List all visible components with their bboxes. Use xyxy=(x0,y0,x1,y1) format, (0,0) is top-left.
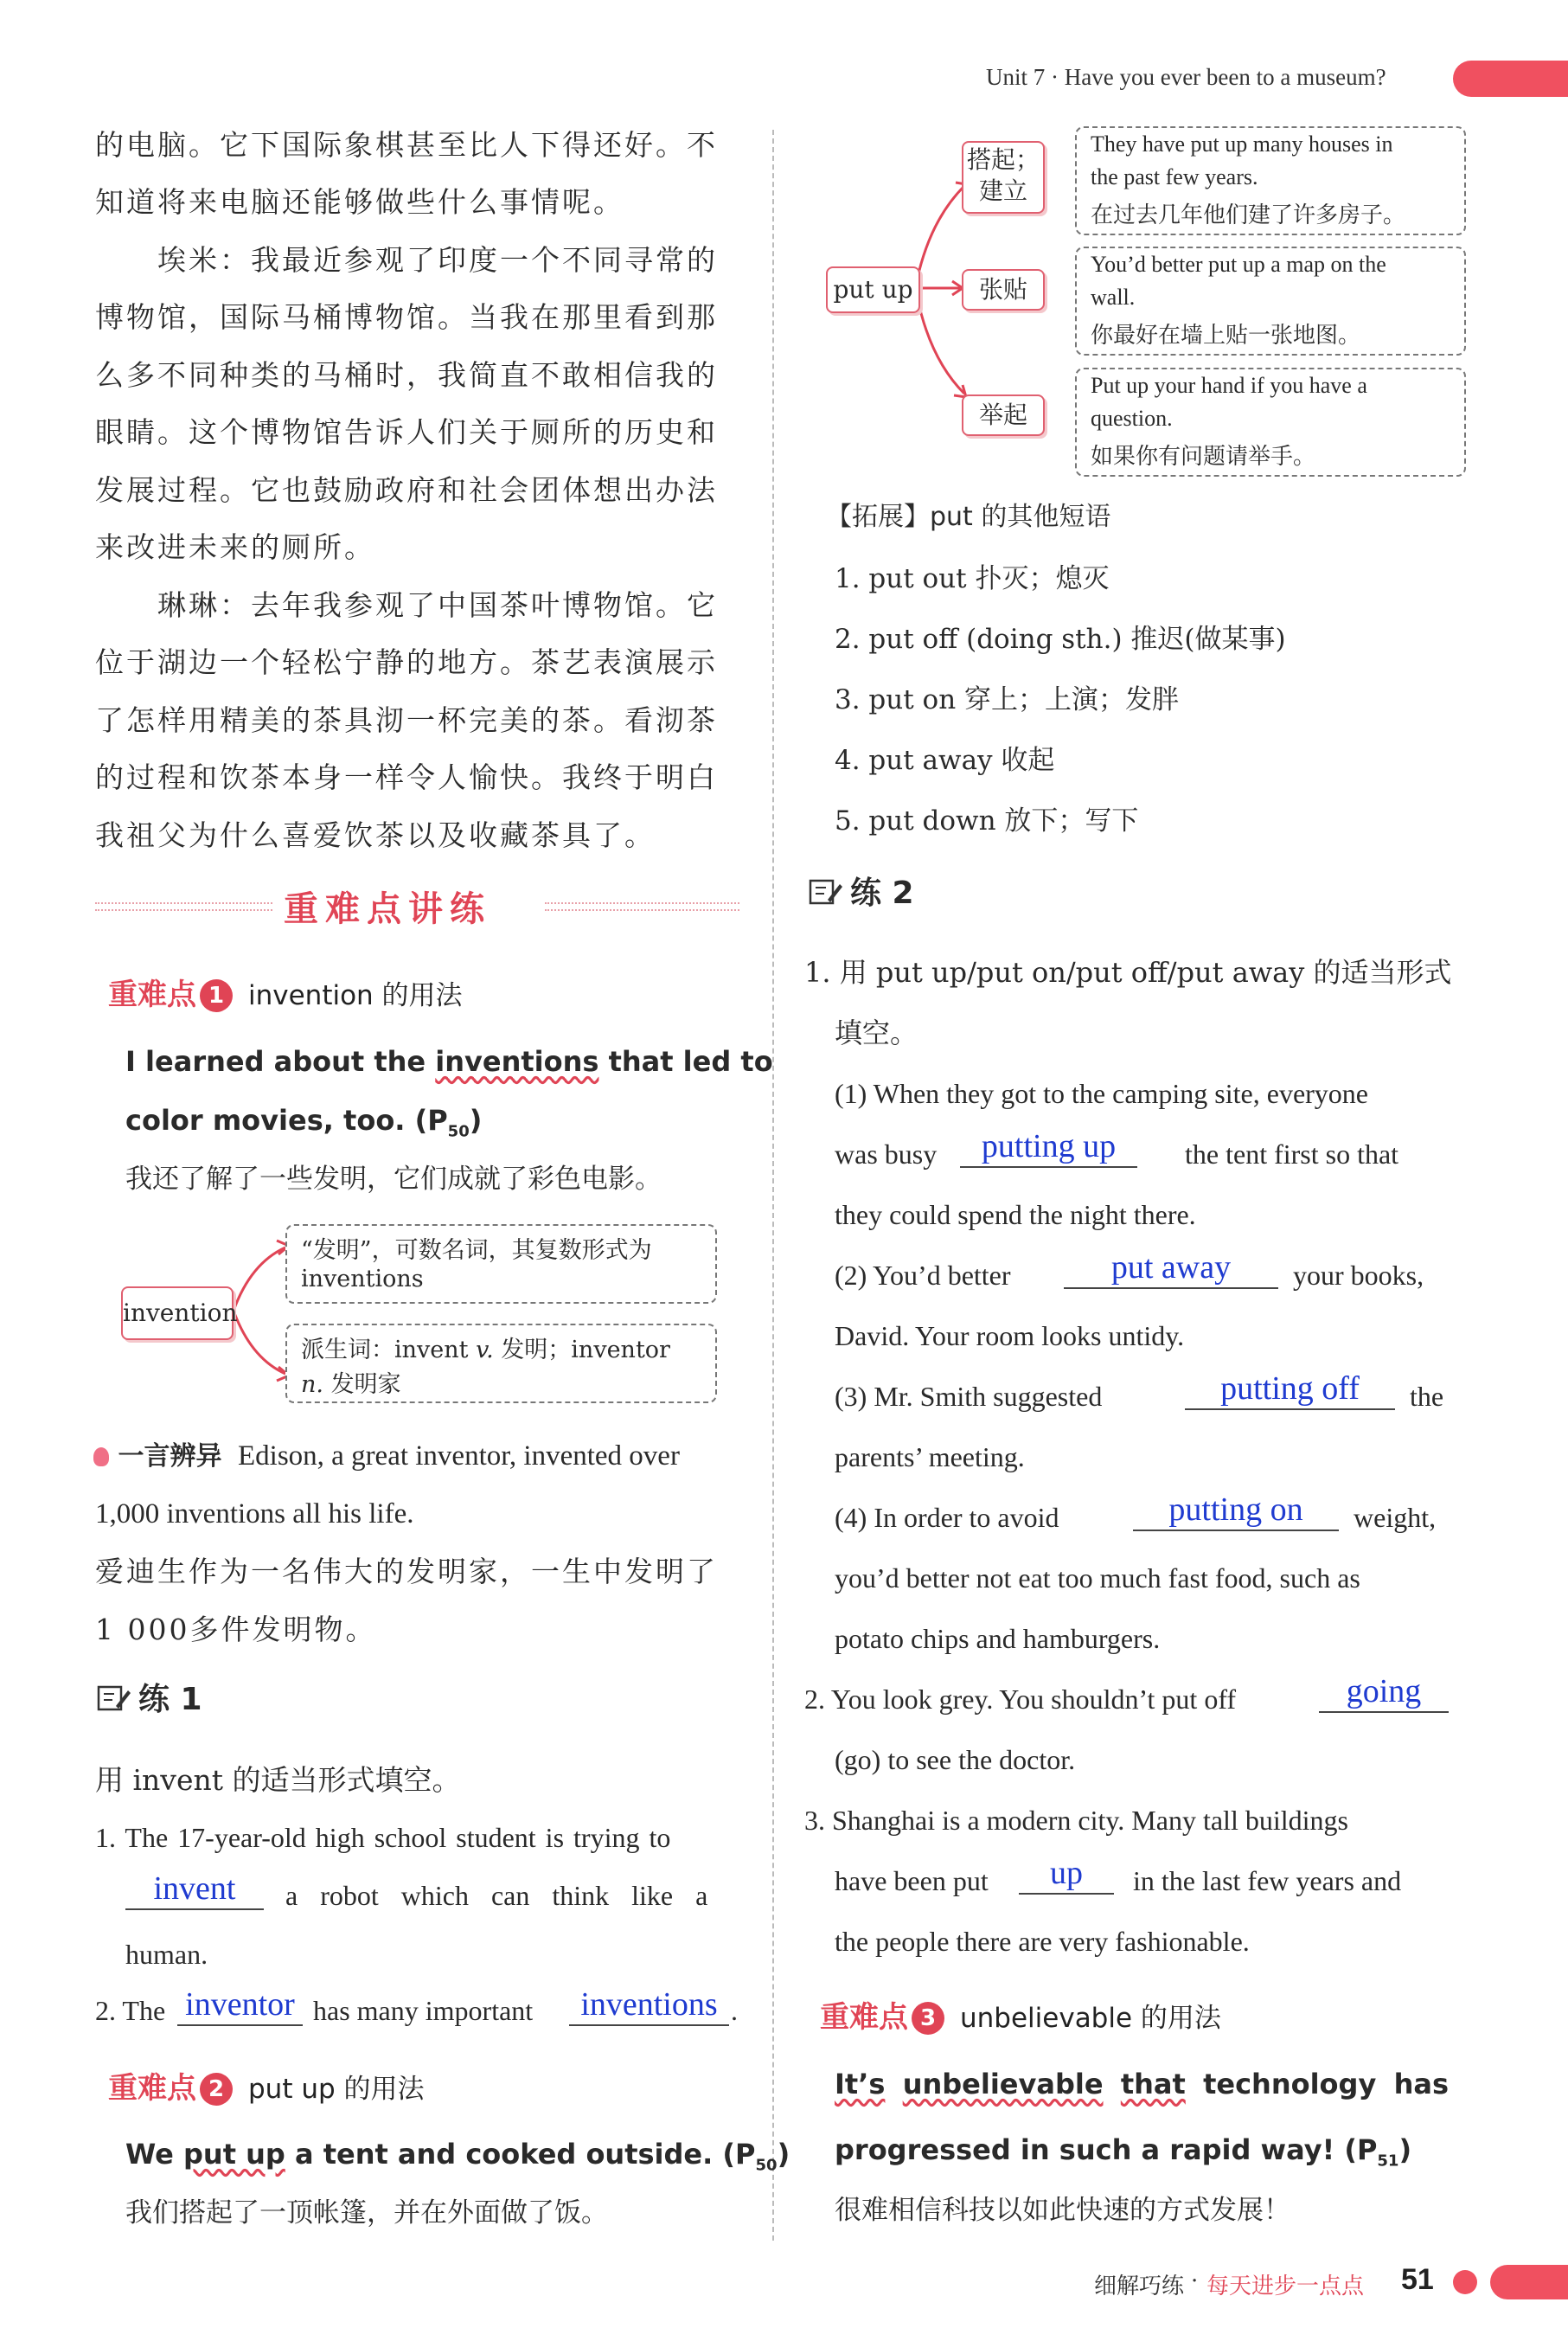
pencil-note-icon xyxy=(809,877,843,907)
key-point-1-title xyxy=(108,971,463,1013)
key-point-topic: put up 的用法 xyxy=(248,2074,425,2105)
example-build-cn: 在过去几年他们建了许多房子。 xyxy=(1091,202,1406,228)
ex2-s2-a2: your books, xyxy=(1293,1260,1424,1291)
ex2-q2-answer: going xyxy=(1319,1671,1449,1713)
example-box-post xyxy=(1075,247,1466,356)
example-build-en2: the past few years. xyxy=(1091,164,1258,189)
ex2-s3-answer: putting off xyxy=(1185,1369,1395,1410)
example-box-build xyxy=(1075,126,1466,235)
ex2-q1-line1: 1. 用 put up/put on/put off/put away 的适当形式 xyxy=(804,956,1452,989)
key-point-3-title xyxy=(820,1993,1221,2036)
diagram-box-meaning-line1: “发明”，可数名词，其复数形式为 xyxy=(301,1237,652,1264)
tip-label: 一言辨异 xyxy=(118,1441,222,1472)
meaning-build-line2: 建立 xyxy=(978,176,1027,205)
header-bar xyxy=(0,0,1568,104)
ex1-q2-answer1: inventor xyxy=(177,1985,303,2026)
unit-title: Unit 7 · Have you ever been to a museum? xyxy=(986,64,1386,90)
passage-line: 眼睛。这个博物馆告诉人们关于厕所的历史和 xyxy=(95,415,718,449)
ex2-s4-answer: putting on xyxy=(1133,1490,1339,1531)
tip-line2: 1,000 inventions all his life. xyxy=(95,1498,414,1530)
ex2-q2-a: 2. You look grey. You shouldn’t put off xyxy=(804,1683,1237,1715)
ex1-q1-answer: invent xyxy=(125,1869,264,1910)
pencil-note-icon xyxy=(97,1683,131,1713)
ex2-q3-line3: the people there are very fashionable. xyxy=(835,1926,1250,1957)
ex2-s2-a1: (2) You’d better xyxy=(835,1260,1011,1291)
ex2-q1-line2: 填空。 xyxy=(835,1016,918,1049)
passage-line: 埃米：我最近参观了印度一个不同寻常的 xyxy=(157,243,718,277)
expand-item: 3. put on 穿上；上演；发胖 xyxy=(835,684,1180,715)
kp1-example-line2: color movies, too. $(P_{50})$ xyxy=(125,1104,483,1141)
kp2-translation: 我们搭起了一顶帐篷，并在外面做了饭。 xyxy=(125,2197,608,2229)
ex1-q1-line3: human. xyxy=(125,1939,208,1970)
passage-line: 知道将来电脑还能够做些什么事情呢。 xyxy=(95,185,624,219)
ex2-s4-line3: potato chips and hamburgers. xyxy=(835,1623,1161,1654)
passage-line: 么多不同种类的马桶时，我简直不敢相信我的 xyxy=(95,358,718,392)
passage-line: 来改进未来的厕所。 xyxy=(95,530,375,564)
ex2-s1-b2: the tent first so that xyxy=(1185,1138,1399,1170)
section-banner xyxy=(95,878,739,930)
ex2-s1-answer: putting up xyxy=(960,1126,1137,1168)
banner-rule-left xyxy=(95,902,272,911)
ex1-q1-line2: a robot which can think like a xyxy=(285,1880,708,1911)
footer-brand: 细解巧练 xyxy=(1094,2273,1185,2299)
tip-cn1: 爱迪生作为一名伟大的发明家，一生中发明了 xyxy=(95,1555,718,1588)
diagram-box-derivatives-line1: 派生词：invent v. 发明；inventor xyxy=(301,1337,670,1363)
example-post-cn: 你最好在墙上贴一张地图。 xyxy=(1091,323,1361,349)
ex2-s4-a1: (4) In order to avoid xyxy=(835,1502,1059,1533)
tip-cn2: 1 000多件发明物。 xyxy=(95,1613,377,1646)
ex2-s1-line1: (1) When they got to the camping site, everyone xyxy=(835,1078,1368,1109)
key-point-label: 重难点 xyxy=(108,2071,196,2106)
expand-item: 4. put away 收起 xyxy=(835,745,1055,776)
tip-sentence-en: Edison, a great inventor, invented over xyxy=(238,1440,680,1472)
example-raise-en2: question. xyxy=(1091,406,1173,431)
key-point-label: 重难点 xyxy=(820,2000,908,2035)
ex2-q3-line1: 3. Shanghai is a modern city. Many tall buildings xyxy=(804,1805,1348,1836)
key-point-number: 3 xyxy=(912,2002,944,2035)
ex2-q3-answer: up xyxy=(1019,1853,1114,1895)
ex2-s1-b1: was busy xyxy=(835,1138,938,1170)
key-point-label: 重难点 xyxy=(108,978,196,1012)
meaning-build-line1: 搭起； xyxy=(966,145,1040,174)
expand-item: 1. put out 扑灭；熄灭 xyxy=(835,563,1110,594)
example-raise-cn: 如果你有问题请举手。 xyxy=(1091,444,1316,470)
footer-slogan: 每天进步一点点 xyxy=(1206,2273,1365,2299)
banner-rule-right xyxy=(545,902,739,911)
example-post-en1: You’d better put up a map on the xyxy=(1091,252,1386,277)
page-number: 51 xyxy=(1401,2263,1434,2296)
column-divider xyxy=(772,130,774,2241)
passage-line: 位于湖边一个轻松宁静的地方。茶艺表演展示 xyxy=(95,645,718,679)
kp1-example-line1: I learned about the inventions that led to xyxy=(125,1045,773,1078)
expand-item: 2. put off (doing sth.) 推迟(做某事) xyxy=(835,624,1286,655)
exercise-1-instruction: 用 invent 的适当形式填空。 xyxy=(95,1763,461,1797)
meaning-post: 张贴 xyxy=(962,269,1045,311)
key-point-topic: unbelievable 的用法 xyxy=(960,2003,1221,2034)
ex1-q1-line1: 1. The 17-year-old high school student is trying to xyxy=(95,1822,671,1853)
meaning-build xyxy=(962,141,1045,214)
passage-line: 发展过程。它也鼓励政府和社会团体想出办法 xyxy=(95,473,718,507)
example-post-en2: wall. xyxy=(1091,285,1136,310)
key-point-2-title xyxy=(108,2064,425,2107)
ex2-s2-answer: put away xyxy=(1064,1247,1278,1289)
ex2-q2-b: (go) to see the doctor. xyxy=(835,1744,1076,1775)
ex2-s1-line3: they could spend the night there. xyxy=(835,1199,1196,1230)
meaning-raise: 举起 xyxy=(962,394,1045,436)
exercise-1-title: 练 1 xyxy=(97,1683,202,1717)
passage-line: 我祖父为什么喜爱饮茶以及收藏茶具了。 xyxy=(95,818,656,852)
passage-line: 的电脑。它下国际象棋甚至比人下得还好。不 xyxy=(95,128,718,162)
kp2-example: We put up a tent and cooked outside. $(P_{50})$ xyxy=(125,2138,790,2175)
exercise-2-title: 练 2 xyxy=(809,876,914,911)
passage-line: 琳琳：去年我参观了中国茶叶博物馆。它 xyxy=(157,588,718,622)
banner-title: 重难点讲练 xyxy=(284,889,491,929)
ex1-q2-b: has many important xyxy=(313,1995,534,2026)
expand-item: 5. put down 放下；写下 xyxy=(835,805,1139,837)
tip-line1 xyxy=(93,1438,680,1474)
passage-line: 博物馆，国际马桶博物馆。当我在那里看到那 xyxy=(95,300,718,334)
ex2-q3-b1: have been put xyxy=(835,1865,989,1896)
diagram-root-invention: invention xyxy=(121,1286,234,1340)
footer xyxy=(1094,2258,1568,2310)
key-point-number: 1 xyxy=(200,979,233,1012)
footer-separator: · xyxy=(1191,2268,1199,2294)
header-accent-tab xyxy=(1453,61,1568,97)
passage-line: 了怎样用精美的茶具沏一杯完美的茶。看沏茶 xyxy=(95,703,718,737)
kp1-translation: 我还了解了一些发明，它们成就了彩色电影。 xyxy=(125,1164,662,1195)
passage-line: 的过程和饮茶本身一样令人愉快。我终于明白 xyxy=(95,760,718,794)
ex2-s3-a1: (3) Mr. Smith suggested xyxy=(835,1381,1103,1412)
diagram-box-derivatives-line2: n. 发明家 xyxy=(301,1371,401,1398)
expand-title: 【拓展】put 的其他短语 xyxy=(826,502,1111,532)
example-box-raise xyxy=(1075,368,1466,477)
ex1-q2-c: . xyxy=(731,1995,738,2026)
ex1-q2-answer2: inventions xyxy=(569,1985,729,2026)
ex2-s3-a2: the xyxy=(1410,1381,1444,1412)
bulb-icon xyxy=(93,1447,109,1466)
kp3-example-line2: progressed in such a rapid way! $(P_{51})$ xyxy=(835,2133,1412,2171)
ex2-s4-line2: you’d better not eat too much fast food, such as xyxy=(835,1562,1360,1594)
diagram-box-derivatives xyxy=(285,1324,717,1403)
diagram-box-meaning-line2: inventions xyxy=(301,1266,424,1292)
ex2-s4-a2: weight, xyxy=(1354,1502,1437,1533)
example-build-en1: They have put up many houses in xyxy=(1091,131,1393,157)
example-raise-en1: Put up your hand if you have a xyxy=(1091,373,1367,398)
key-point-number: 2 xyxy=(200,2073,233,2106)
footer-accent-tab xyxy=(1490,2265,1568,2299)
footer-dot xyxy=(1453,2270,1477,2294)
kp3-translation: 很难相信科技以如此快速的方式发展！ xyxy=(835,2195,1290,2226)
diagram-box-meaning xyxy=(285,1224,717,1304)
ex2-s3-line2: parents’ meeting. xyxy=(835,1441,1025,1472)
ex1-q2-a: 2. The xyxy=(95,1995,166,2026)
ex2-q3-b2: in the last few years and xyxy=(1133,1865,1402,1896)
ex2-s2-line2: David. Your room looks untidy. xyxy=(835,1320,1185,1351)
key-point-topic: invention 的用法 xyxy=(248,980,463,1011)
kp3-example-line1: It’s unbelievable that technology has xyxy=(835,2068,1449,2100)
diagram-root-put-up: put up xyxy=(826,266,920,313)
